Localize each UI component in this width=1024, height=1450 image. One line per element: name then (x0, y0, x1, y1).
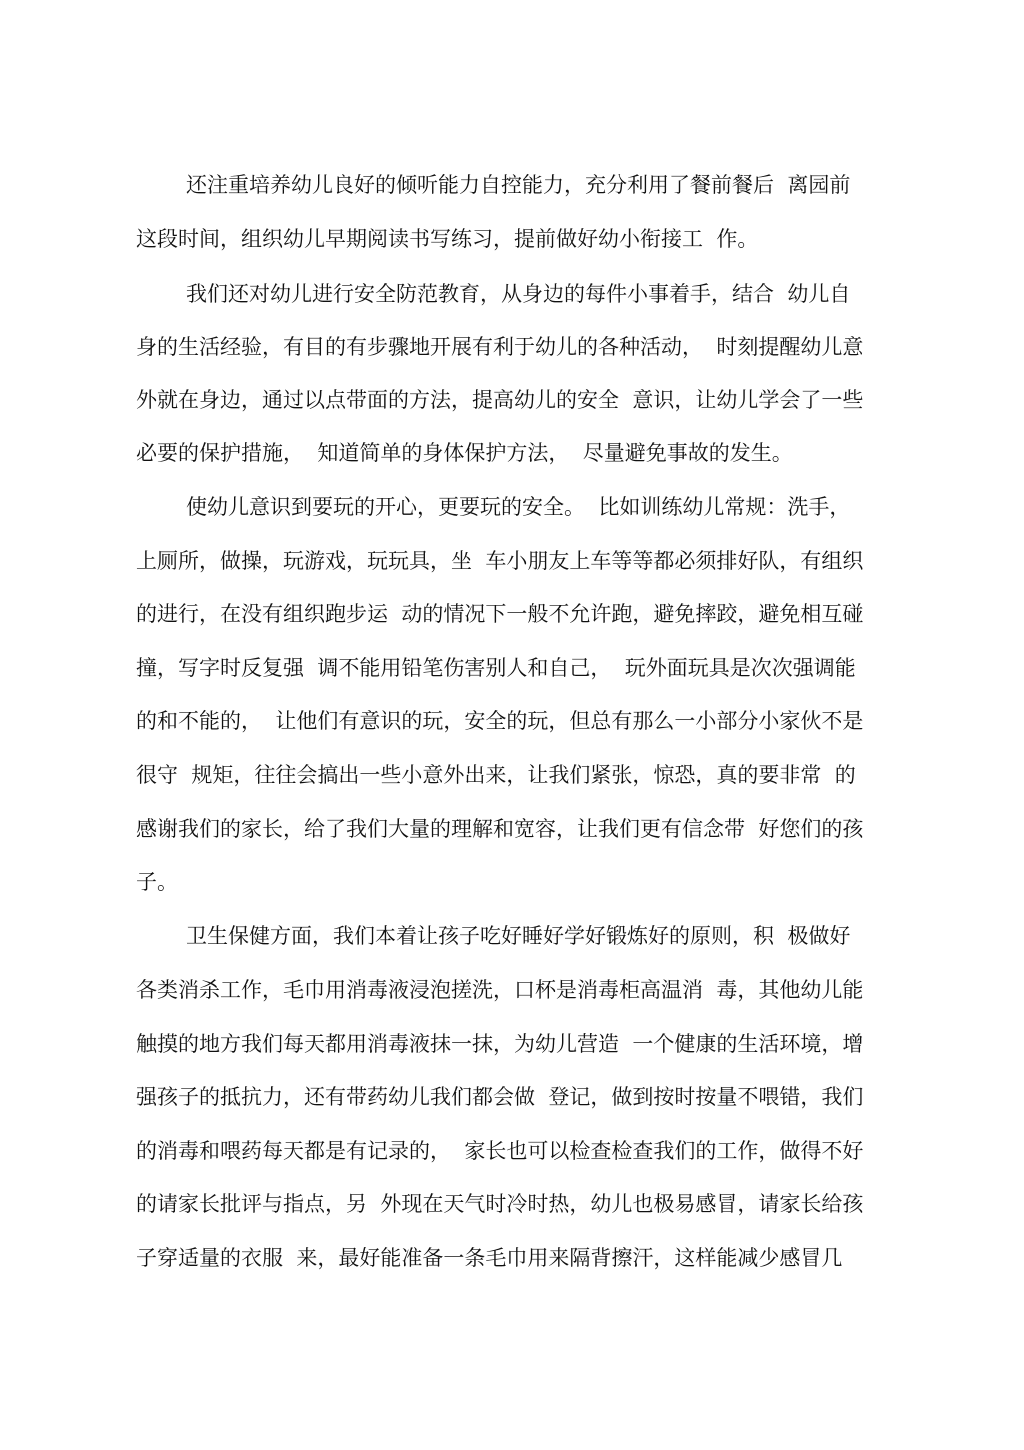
text-line: 这段时间，组织幼儿早期阅读书写练习，提前做好幼小衔接工 作。 (136, 227, 759, 251)
text-line: 卫生保健方面，我们本着让孩子吃好睡好学好锻炼好的原则，积 极做好 (186, 924, 851, 948)
text-line: 子。 (136, 870, 178, 894)
text-line: 很守 规矩，往往会搞出一些小意外出来，让我们紧张，惊恐，真的要非常 的 (136, 763, 856, 787)
text-line: 触摸的地方我们每天都用消毒液抹一抹，为幼儿营造 一个健康的生活环境，增 (136, 1032, 864, 1056)
text-line: 撞，写字时反复强 调不能用铅笔伤害别人和自己， 玩外面玩具是次次强调能 (136, 656, 856, 680)
text-line: 上厕所，做操，玩游戏，玩玩具，坐 车小朋友上车等等都必须排好队，有组织 (136, 549, 864, 573)
text-line: 身的生活经验，有目的有步骤地开展有利于幼儿的各种活动， 时刻提醒幼儿意 (136, 335, 864, 359)
text-line: 使幼儿意识到要玩的开心，更要玩的安全。 比如训练幼儿常规：洗手， (186, 495, 851, 519)
text-line: 我们还对幼儿进行安全防范教育，从身边的每件小事着手，结合 幼儿自 (186, 282, 851, 306)
text-line: 还注重培养幼儿良好的倾听能力自控能力，充分利用了餐前餐后 离园前 (186, 173, 851, 197)
text-line: 的消毒和喂药每天都是有记录的， 家长也可以检查检查我们的工作，做得不好 (136, 1139, 864, 1163)
text-line: 子穿适量的衣服 来，最好能准备一条毛巾用来隔背擦汗，这样能减少感冒几 (136, 1246, 843, 1270)
text-line: 外就在身边，通过以点带面的方法，提高幼儿的安全 意识，让幼儿学会了一些 (136, 388, 864, 412)
text-line: 强孩子的抵抗力，还有带药幼儿我们都会做 登记，做到按时按量不喂错，我们 (136, 1085, 864, 1109)
text-line: 的进行，在没有组织跑步运 动的情况下一般不允许跑，避免摔跤，避免相互碰 (136, 602, 864, 626)
text-line: 的和不能的， 让他们有意识的玩，安全的玩，但总有那么一小部分小家伙不是 (136, 709, 864, 733)
text-line: 各类消杀工作，毛巾用消毒液浸泡搓洗，口杯是消毒柜高温消 毒，其他幼儿能 (136, 978, 864, 1002)
text-line: 必要的保护措施， 知道简单的身体保护方法， 尽量避免事故的发生。 (136, 441, 793, 465)
text-line: 的请家长批评与指点，另 外现在天气时冷时热，幼儿也极易感冒，请家长给孩 (136, 1192, 864, 1216)
text-line: 感谢我们的家长，给了我们大量的理解和宽容，让我们更有信念带 好您们的孩 (136, 817, 864, 841)
